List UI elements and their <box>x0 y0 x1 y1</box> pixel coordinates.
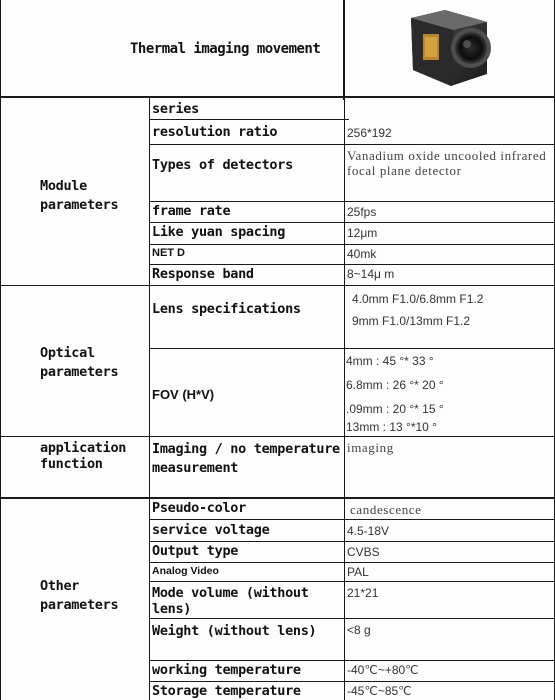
row-line <box>149 244 555 245</box>
row-label-pseudo-color: Pseudo-color <box>152 500 246 516</box>
group-line <box>0 497 555 499</box>
row-label-storage-temperature: Storage temperature <box>152 683 301 699</box>
row-value-fov-4mm: 4mm : 45 °* 33 ° <box>346 354 434 368</box>
row-value-imaging: imaging <box>347 440 394 455</box>
row-value-weight: <8 g <box>347 623 371 637</box>
row-line <box>149 222 555 223</box>
row-line <box>149 264 555 265</box>
row-value-pixel-spacing: 12μm <box>347 226 378 240</box>
group-application-function <box>40 440 148 472</box>
row-value-fov-6-8mm: 6.8mm : 26 °* 20 ° <box>346 378 444 392</box>
row-line <box>149 348 555 349</box>
row-label-detectors: Types of detectors <box>152 157 293 173</box>
row-label-netd: NET D <box>152 247 185 259</box>
table-border-left <box>0 0 1 700</box>
row-line <box>149 519 555 520</box>
row-label-resolution: resolution ratio <box>152 124 278 140</box>
row-value-storage-temperature: -45℃~85℃ <box>347 684 412 698</box>
group-column-divider <box>149 96 150 700</box>
thermal-camera-icon <box>405 4 497 90</box>
row-value-fov-9mm: .09mm : 20 °* 15 ° <box>346 402 444 416</box>
row-line <box>149 618 555 619</box>
row-value-working-temperature: -40℃~+80℃ <box>347 663 419 677</box>
group-label: Other parameters <box>40 578 119 613</box>
group-module-parameters <box>40 177 148 215</box>
value-column-divider <box>344 96 345 700</box>
row-line <box>149 541 555 542</box>
group-label: application function <box>40 440 127 472</box>
row-value-analog-video: PAL <box>347 565 369 579</box>
row-label-working-temperature: working temperature <box>152 662 301 678</box>
page-title: Thermal imaging movement <box>130 41 321 57</box>
row-line <box>149 144 555 145</box>
group-other-parameters <box>40 577 148 615</box>
row-label-pixel-spacing: Like yuan spacing <box>152 224 286 240</box>
row-label-weight: Weight (without lens) <box>152 623 317 639</box>
row-value-frame-rate: 25fps <box>347 205 377 219</box>
row-line <box>149 581 555 582</box>
row-label-series: series <box>152 101 199 117</box>
row-value-response-band: 8~14μ m <box>347 267 395 281</box>
row-line <box>149 660 555 661</box>
row-value-fov-13mm: 13mm : 13 °*10 ° <box>346 420 437 434</box>
row-line <box>149 201 555 202</box>
row-label-analog-video: Analog Video <box>152 565 219 577</box>
row-label-service-voltage: service voltage <box>152 522 270 538</box>
row-value-output-type: CVBS <box>347 545 380 559</box>
group-label: Module parameters <box>40 178 119 213</box>
row-label-fov: FOV (H*V) <box>152 387 215 402</box>
group-line <box>0 285 555 286</box>
row-value-detectors: Vanadium oxide uncooled infrared focal plane detector <box>347 148 547 178</box>
row-label-lens: Lens specifications <box>152 301 301 317</box>
title-divider <box>343 0 345 100</box>
header-bottom-line <box>0 96 555 98</box>
product-image <box>405 4 497 90</box>
row-value-resolution: 256*192 <box>347 126 392 140</box>
row-line <box>149 119 349 120</box>
row-value-lens-line2: 9mm F1.0/13mm F1.2 <box>352 314 471 328</box>
row-label-imaging: Imaging / no temperature measurement <box>152 441 340 476</box>
group-line <box>0 436 555 437</box>
row-label-output-type: Output type <box>152 543 239 559</box>
row-value-netd: 40mk <box>347 247 377 261</box>
row-label-mode-volume: Mode volume (without lens) <box>152 585 309 617</box>
row-value-lens-line1: 4.0mm F1.0/6.8mm F1.2 <box>352 292 484 306</box>
group-optical-parameters <box>40 344 148 382</box>
row-label-frame-rate: frame rate <box>152 203 231 219</box>
row-line <box>149 562 555 563</box>
row-value-service-voltage: 4.5-18V <box>347 524 390 538</box>
row-value-mode-volume: 21*21 <box>347 586 379 600</box>
row-line <box>149 681 555 682</box>
group-label: Optical parameters <box>40 345 119 380</box>
row-value-pseudo-color: candescence <box>350 502 422 517</box>
row-label-response-band: Response band <box>152 266 254 282</box>
